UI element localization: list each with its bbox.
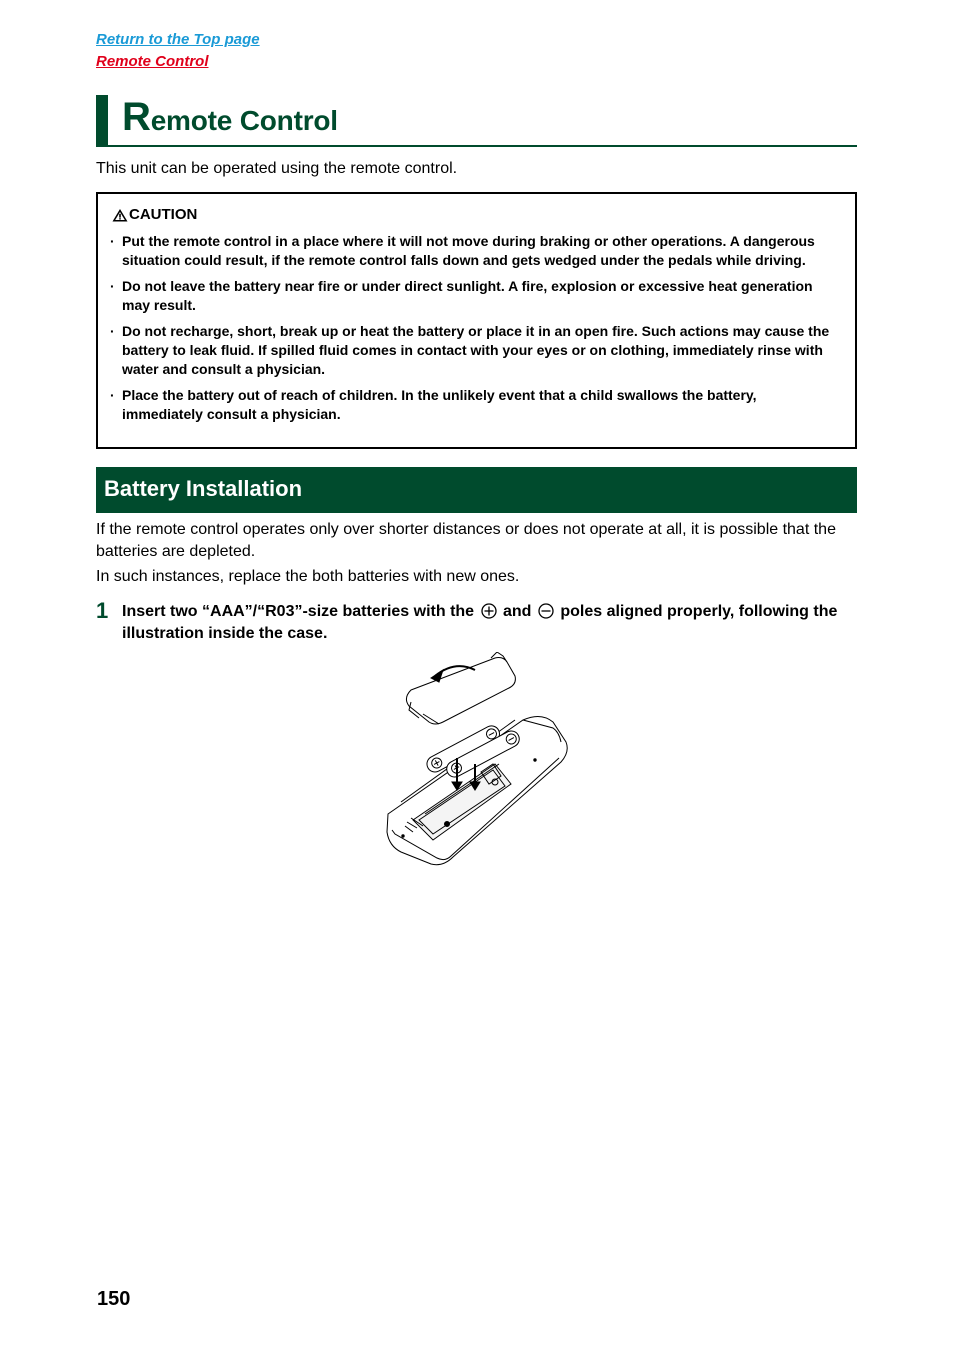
remote-control-link[interactable]: Remote Control <box>96 53 209 70</box>
battery-installation-illustration <box>383 652 571 880</box>
minus-pole-icon <box>538 603 554 619</box>
caution-item: · Do not leave the battery near fire or under direct sunlight. A fire, explosion or excessive heat generation may result. <box>110 277 840 315</box>
page-title-rest: emote Control <box>150 105 338 136</box>
caution-label: CAUTION <box>129 206 198 223</box>
page-title <box>122 97 338 137</box>
caution-list <box>110 232 840 431</box>
step-number: 1 <box>96 598 109 623</box>
battery-paragraph-1: If the remote control operates only over shorter distances or does not operate at all, it is possible that the batteries are depleted. <box>96 521 836 560</box>
step-text-before: Insert two “AAA”/“R03”-size batteries with the <box>122 603 475 620</box>
page-number: 150 <box>97 1288 131 1310</box>
warning-triangle-icon <box>112 208 128 222</box>
caution-box <box>96 192 857 449</box>
page-title-block <box>96 95 857 147</box>
title-accent-bar <box>96 95 108 145</box>
step-text-after: poles aligned properly, following the illustration inside the case. <box>122 603 838 642</box>
return-to-top-link[interactable]: Return to the Top page <box>96 31 260 48</box>
intro-text: This unit can be operated using the remote control. <box>96 160 458 177</box>
step-text <box>122 601 842 645</box>
section-title: Battery Installation <box>104 476 303 501</box>
plus-pole-icon <box>481 603 497 619</box>
section-header <box>96 467 857 513</box>
battery-paragraph-2: In such instances, replace the both batteries with new ones. <box>96 568 520 585</box>
page-title-initial: R <box>122 95 151 139</box>
caution-item: · Do not recharge, short, break up or heat the battery or place it in an open fire. Such actions may cause the battery to leak fluid. If spilled fluid comes in contact with your eyes or on clothing, immediately rinse with water and consult a physician. <box>110 322 840 379</box>
caution-item: · Place the battery out of reach of children. In the unlikely event that a child swallows the battery, immediately consult a physician. <box>110 386 840 424</box>
caution-item: · Put the remote control in a place where it will not move during braking or other operations. A dangerous situation could result, if the remote control falls down and gets wedged under the pedals while driving. <box>110 232 840 270</box>
step-text-middle: and <box>502 603 532 620</box>
caution-heading <box>112 206 197 223</box>
